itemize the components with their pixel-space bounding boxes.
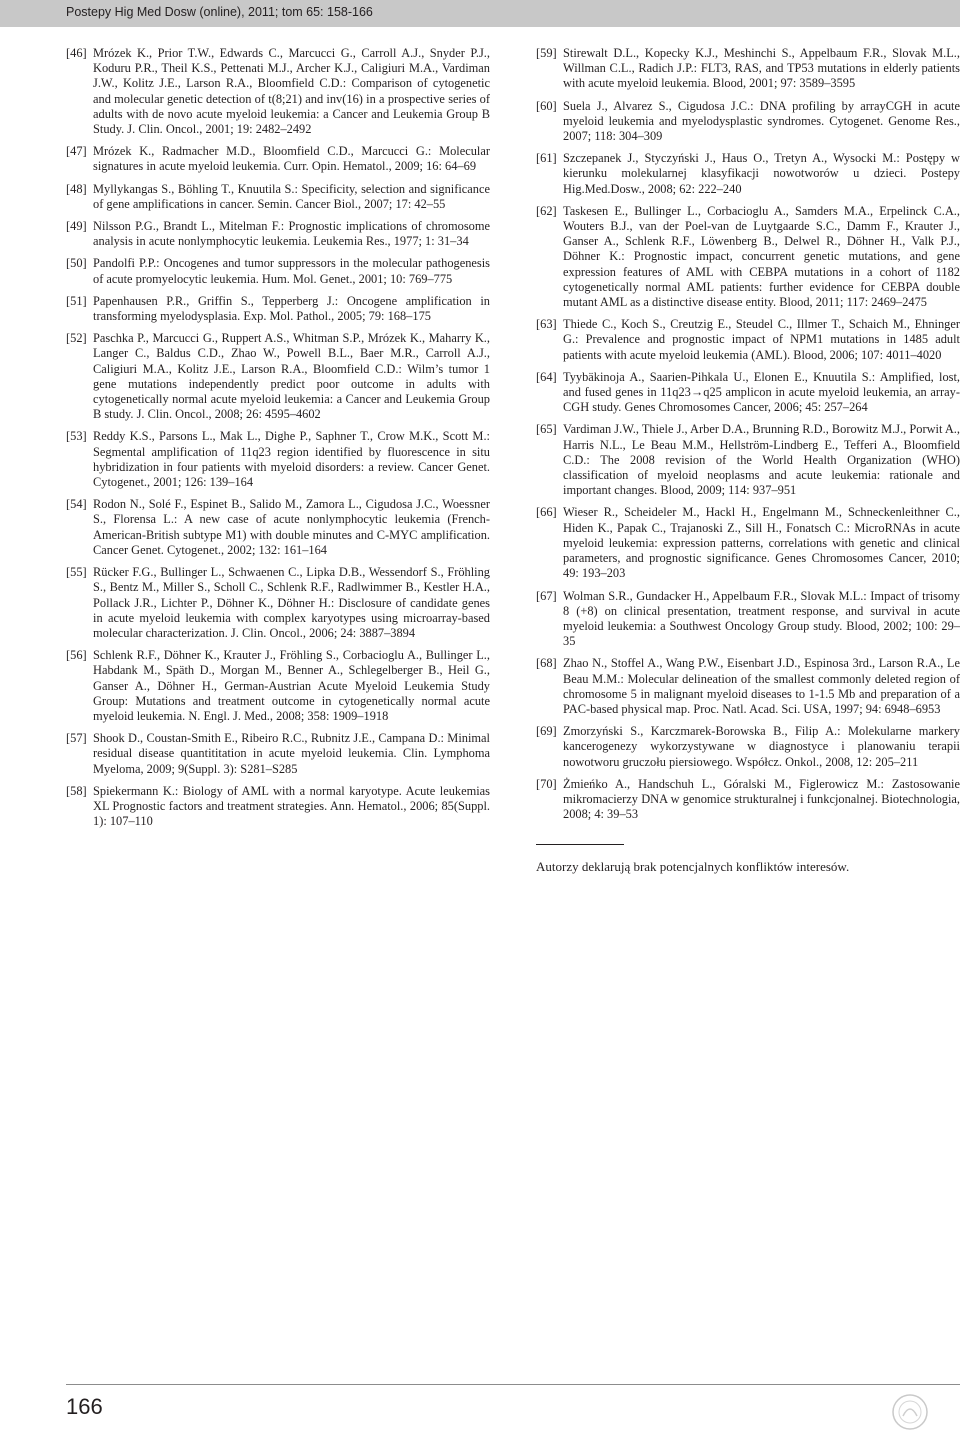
reference-text: Wieser R., Scheideler M., Hackl H., Engelmann M., Schneckenleithner C., Hiden K., Papak C., Trajanoski Z., Sill H., Fonatsch C.: MicroRNAs in acute myeloid leukemia: expression patterns, correlations with genetic and clinical parameters, and prognostic significance. Genes Chromosomes Cancer, 2010; 49: 193–203 (563, 505, 960, 581)
reference-text: Papenhausen P.R., Griffin S., Tepperberg J.: Oncogene amplification in transforming myelodysplasia. Exp. Mol. Pathol., 2005; 79: 168–175 (93, 293, 490, 324)
reference-text: Rodon N., Solé F., Espinet B., Salido M., Zamora L., Cigudosa J.C., Woessner S., Florensa L.: A new case of acute nonlymphocytic leukemia (French-American-British subtype M1) with double minutes and C-MYC amplification. Cancer Genet. Cytogenet., 2002; 132: 161–164 (93, 497, 490, 557)
reference-number: [52] (66, 331, 87, 346)
reference-item (536, 589, 960, 650)
reference-text: Vardiman J.W., Thiele J., Arber D.A., Brunning R.D., Borowitz M.J., Porwit A., Harris N.L., Le Beau M.M., Hellström-Lindberg E., Tefferi A., Bloomfield C.D.: The 2008 revision of the World Health Organization (WHO) classification of myeloid neoplasms and acute leukemia: rationale and important changes. Blood, 2009; 114: 937–951 (563, 422, 960, 498)
reference-text: Shook D., Coustan-Smith E., Ribeiro R.C., Rubnitz J.E., Campana D.: Minimal residual disease quantititation in acute myeloid leukemia. Clin. Lymphoma Myeloma, 2009; 9(Suppl. 3): S281–S285 (93, 731, 490, 776)
reference-text: Spiekermann K.: Biology of AML with a normal karyotype. Acute leukemias XL Prognostic factors and treatment strategies. Ann. Hematol., 2006; 85(Suppl. 1): 107–110 (93, 783, 490, 829)
reference-number: [62] (536, 203, 557, 218)
reference-item (66, 256, 490, 286)
reference-number: [65] (536, 422, 557, 437)
references-column-left (66, 46, 490, 836)
reference-text: Pandolfi P.P.: Oncogenes and tumor suppressors in the molecular pathogenesis of acute promyelocytic leukemia. Hum. Mol. Genet., 2001; 10: 769–775 (93, 256, 490, 286)
reference-number: [46] (66, 46, 87, 60)
reference-number: [66] (536, 505, 557, 520)
reference-text: Mrózek K., Prior T.W., Edwards C., Marcucci G., Carroll A.J., Snyder P.J., Koduru P.R., Theil K.S., Pettenati M.J., Archer K.J., Caligiuri M.A., Vardiman J.W., Kolitz J.E., Larson R.A., Bloomfield C.D.: Comparison of cytogenetic and molecular genetic detection of t(8;21) and inv(16) in a prospective series of adults with de novo acute myeloid leukemia: a Cancer and Leukemia Group B Study. J. Clin. Oncol., 2001; 19: 2482–2492 (93, 46, 490, 137)
reference-number: [70] (536, 776, 557, 791)
reference-item (536, 422, 960, 498)
conflict-of-interest-declaration: Autorzy deklarują brak potencjalnych konfliktów interesów. (536, 859, 850, 875)
reference-item (66, 565, 490, 641)
reference-text: Zhao N., Stoffel A., Wang P.W., Eisenbart J.D., Espinosa 3rd., Larson R.A., Le Beau M.M.: Molecular delineation of the smallest commonly deleted region of chromosome 5 in malignant myeloid diseases to 1-1.5 Mb and preparation of a PAC-based physical map. Proc. Natl. Acad. Sci. USA, 1997; 94: 6948–6953 (563, 656, 960, 716)
page-number: 166 (66, 1394, 103, 1419)
reference-number: [53] (66, 429, 87, 444)
reference-item (536, 99, 960, 145)
reference-number: [57] (66, 731, 87, 746)
reference-text: Taskesen E., Bullinger L., Corbacioglu A., Samders M.A., Erpelinck C.A., Wouters B.J., van der Poel-van de Luytgaarde S.C., Damm F., Krauter J., Ganser A., Schlenk R.F., Löwenberg B., Delwel R., Döhner H., Valk P.J., Döhner K.: Prognostic impact, concurrent genetic mutations, and gene expression features of AML with CEBPA mutations in a cohort of 1182 cytogenetically normal AML patients: further evidence for CEBPA double mutant AML as a distinctive disease entity. Blood, 2011; 117: 2469–2475 (563, 203, 960, 310)
reference-item (536, 46, 960, 92)
reference-text: Żmieńko A., Handschuh L., Góralski M., Figlerowicz M.: Zastosowanie mikromacierzy DNA w genomice strukturalnej i funkcjonalnej. Biotechnologia, 2008; 4: 39–53 (563, 776, 960, 822)
reference-item (66, 182, 490, 212)
reference-number: [59] (536, 46, 557, 60)
reference-text: Wolman S.R., Gundacker H., Appelbaum F.R., Slovak M.L.: Impact of trisomy 8 (+8) on clinical presentation, treatment response, and survival in acute myeloid leukemia: a Southwest Oncology Group study. Blood, 2002; 100: 29–35 (563, 588, 960, 649)
reference-number: [48] (66, 181, 87, 196)
reference-text: Paschka P., Marcucci G., Ruppert A.S., Whitman S.P., Mrózek K., Maharry K., Langer C., Baldus C.D., Zhao W., Powell B.L., Baer M.R., Carroll A.J., Caligiuri M.A., Kolitz J.E., Larson R.A., Bloomfield C.D.: Wilm’s tumor 1 gene mutations independently predict poor outcome in adults with cytogenetically normal acute myeloid leukemia: a Cancer and Leukemia Group B study. J. Clin. Oncol., 2008; 26: 4595–4602 (93, 331, 490, 422)
reference-number: [69] (536, 724, 557, 739)
reference-number: [55] (66, 565, 87, 580)
reference-text: Thiede C., Koch S., Creutzig E., Steudel C., Illmer T., Schaich M., Ehninger G.: Prevalence and prognostic impact of NPM1 mutations in 1485 adult patients with acute myeloid leukemia (AML). Blood, 2006; 107: 4011–4020 (563, 317, 960, 362)
reference-number: [63] (536, 317, 557, 332)
reference-number: [51] (66, 293, 87, 308)
reference-number: [68] (536, 656, 557, 671)
reference-item (66, 46, 490, 137)
reference-text: Schlenk R.F., Döhner K., Krauter J., Fröhling S., Corbacioglu A., Bullinger L., Habdank M., Späth D., Morgan M., Benner A., Schlegelberger B., Heil G., Ganser A., Döhner H., German-Austrian Acute Myeloid Leukemia Study Group: Mutations and treatment outcome in cytogenetically normal acute myeloid leukemia. N. Engl. J. Med., 2008; 358: 1909–1918 (93, 648, 490, 723)
reference-text: Reddy K.S., Parsons L., Mak L., Dighe P., Saphner T., Crow M.K., Scott M.: Segmental amplification of 11q23 region identified by fluorescence in situ hybridization in four patients with myeloid disorders: a review. Cancer Genet. Cytogenet., 2001; 126: 139–164 (93, 429, 490, 490)
reference-item (66, 219, 490, 249)
reference-item (66, 429, 490, 490)
reference-item (66, 144, 490, 174)
reference-item (536, 204, 960, 310)
reference-number: [58] (66, 783, 87, 798)
reference-item (66, 331, 490, 422)
reference-number: [67] (536, 588, 557, 603)
reference-text: Stirewalt D.L., Kopecky K.J., Meshinchi S., Appelbaum F.R., Slovak M.L., Willman C.L., Radich J.P.: FLT3, RAS, and TP53 mutations in elderly patients with acute myeloid leukemia. Blood, 2001; 97: 3589–3595 (563, 46, 960, 91)
reference-text: Nilsson P.G., Brandt L., Mitelman F.: Prognostic implications of chromosome analysis in acute nonlymphocytic leukemia. Leukemia Res., 1977; 1: 31–34 (93, 219, 490, 249)
reference-item (66, 648, 490, 724)
reference-text: Rücker F.G., Bullinger L., Schwaenen C., Lipka D.B., Wessendorf S., Fröhling S., Bentz M., Miller S., Scholl C., Schlenk R.F., Radlwimmer B., Kestler H.A., Pollack J.R., Lichter P., Döhner K., Döhner H.: Disclosure of candidate genes in acute myeloid leukemia with complex karyotypes using microarray-based molecular characterization. J. Clin. Oncol., 2006; 24: 3887–3894 (93, 565, 490, 640)
reference-number: [47] (66, 144, 87, 159)
footer-rule (66, 1384, 960, 1385)
reference-item (536, 777, 960, 823)
reference-item (536, 656, 960, 717)
reference-text: Szczepanek J., Styczyński J., Haus O., Tretyn A., Wysocki M.: Postępy w kierunku molekularnej klasyfikacji nowotworów u dzieci. Postepy Hig.Med.Dosw., 2008; 62: 222–240 (563, 151, 960, 196)
reference-text: Myllykangas S., Böhling T., Knuutila S.: Specificity, selection and significance of gene amplifications in cancer. Semin. Cancer Biol., 2007; 17: 42–55 (93, 181, 490, 211)
reference-item (536, 505, 960, 581)
reference-number: [60] (536, 98, 557, 113)
reference-item (536, 151, 960, 197)
reference-text: Suela J., Alvarez S., Cigudosa J.C.: DNA profiling by arrayCGH in acute myeloid leukemia and myelodysplastic syndromes. Cytogenet. Genome Res., 2007; 118: 304–309 (563, 98, 960, 144)
reference-item (66, 731, 490, 777)
reference-item (66, 497, 490, 558)
journal-citation: Postepy Hig Med Dosw (online), 2011; tom 65: 158-166 (66, 5, 373, 19)
references-column-right (536, 46, 960, 875)
reference-number: [54] (66, 497, 87, 512)
reference-text: Mrózek K., Radmacher M.D., Bloomfield C.D., Marcucci G.: Molecular signatures in acute myeloid leukemia. Curr. Opin. Hematol., 2009; 16: 64–69 (93, 144, 490, 174)
reference-item (536, 370, 960, 416)
reference-number: [50] (66, 256, 87, 271)
reference-number: [56] (66, 648, 87, 663)
journal-header-bar (0, 0, 960, 27)
reference-item (536, 317, 960, 363)
reference-number: [49] (66, 219, 87, 234)
reference-number: [61] (536, 151, 557, 166)
reference-text: Zmorzyński S., Karczmarek-Borowska B., Filip A.: Molekularne markery kancerogenezy wykorzystywane w diagnostyce i planowaniu terapii nowotworu gruczołu piersiowego. Współcz. Onkol., 2008, 12: 205–211 (563, 724, 960, 769)
reference-item (66, 784, 490, 830)
reference-item (536, 724, 960, 770)
reference-item (66, 294, 490, 324)
publisher-seal-icon (890, 1392, 930, 1432)
reference-number: [64] (536, 369, 557, 384)
reference-text: Tyybäkinoja A., Saarien-Pihkala U., Elonen E., Knuutila S.: Amplified, lost, and fused genes in 11q23→q25 amplicon in acute myeloid leukemia, an array-CGH study. Genes Chromosomes Cancer, 2006; 45: 257–264 (563, 369, 960, 415)
section-divider (536, 844, 624, 845)
